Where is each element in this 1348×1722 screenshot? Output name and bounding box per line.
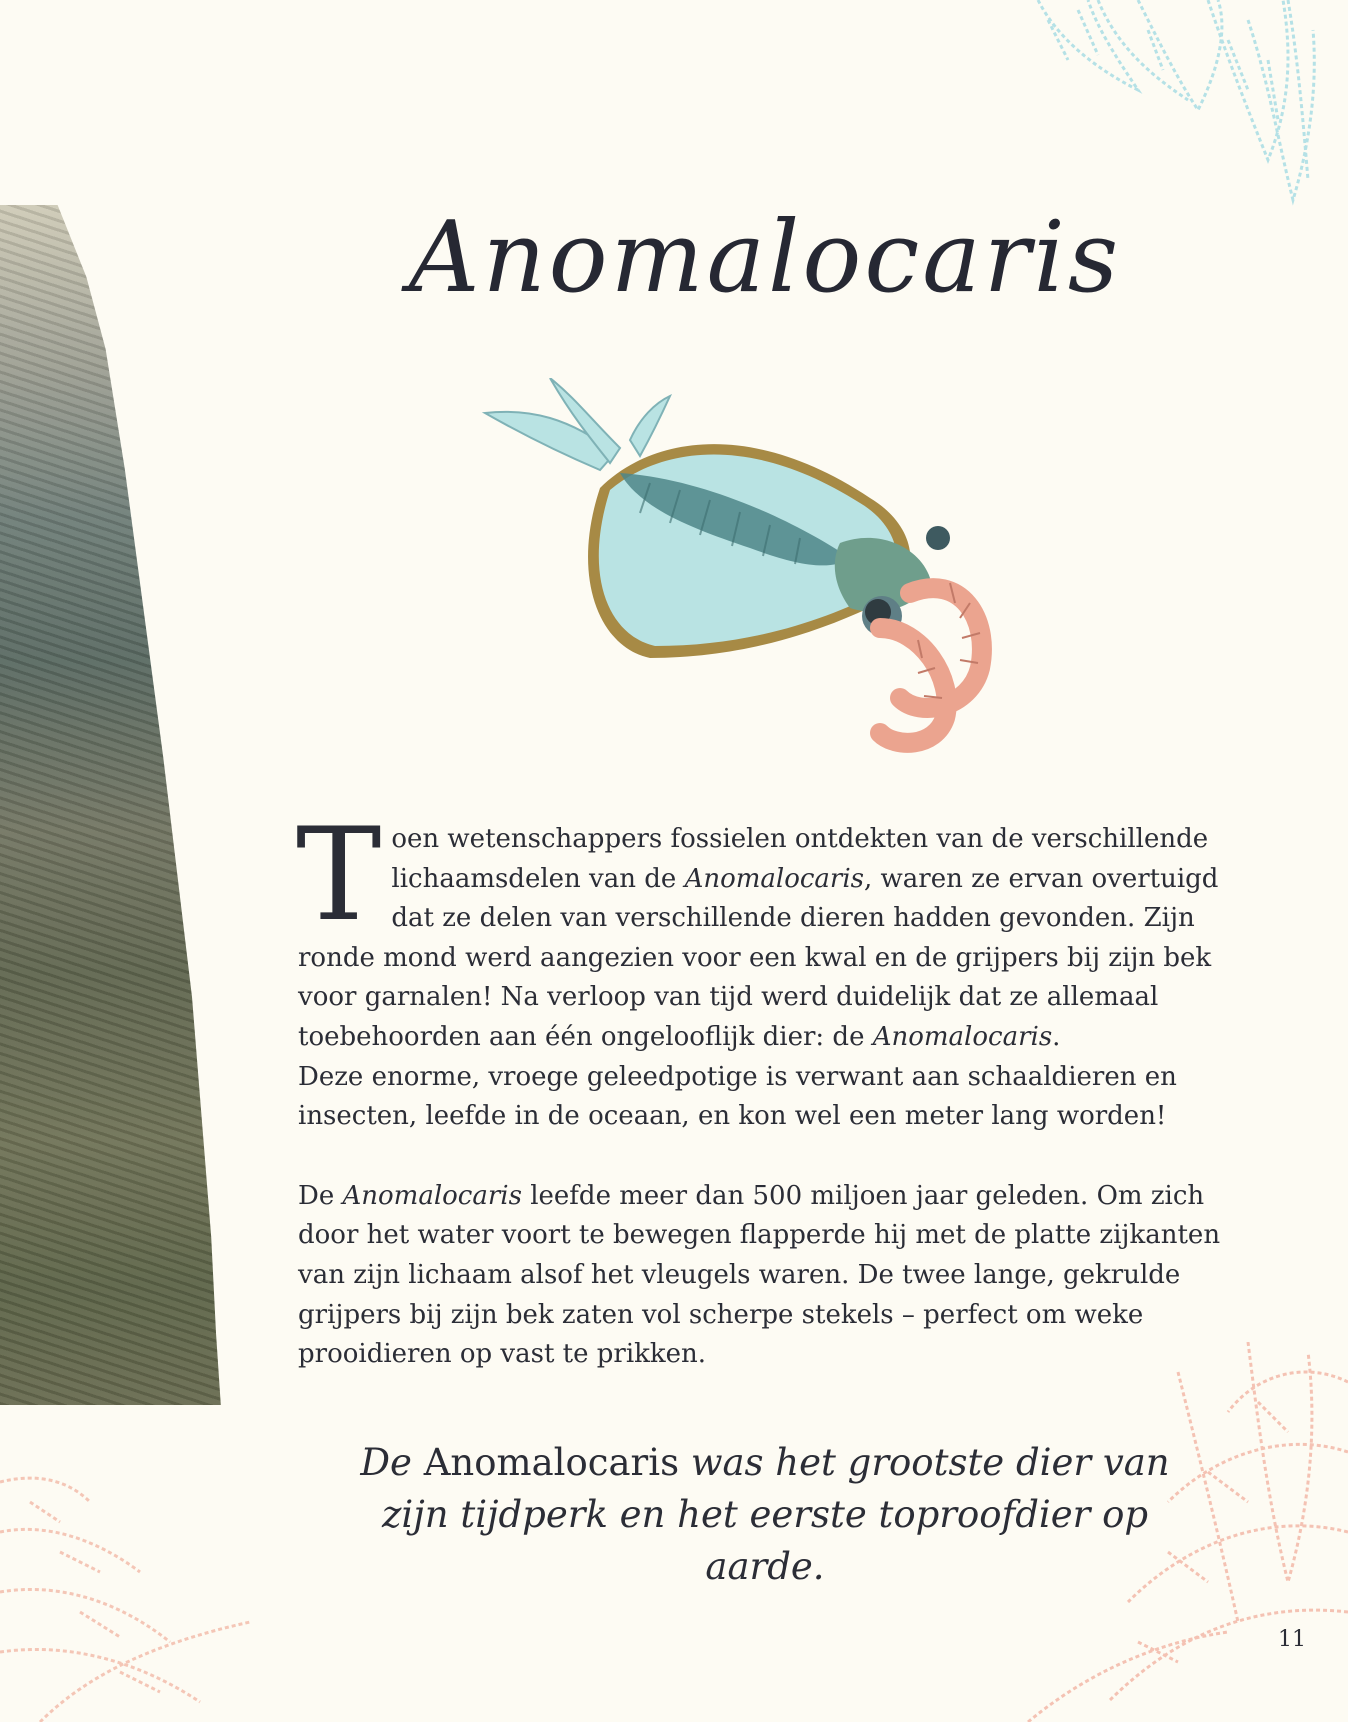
species-name: Anomalocaris [423,1441,680,1484]
page-title: Anomalocaris [408,201,1122,315]
quote-text: was het grootste dier van zijn tijdperk en het eerste toproofdier op aarde. [381,1441,1170,1588]
paragraph-1-text: oen wetenschappers fossielen ontdekten van de verschillende lichaamsdelen van de [391,824,1209,894]
article-body [296,801,1228,1375]
drop-cap: T [296,801,382,950]
page-number: 11 [1278,1627,1306,1652]
species-name: Anomalocaris [872,1021,1053,1052]
paragraph-1 [296,801,1228,1137]
paragraph-1-text: . [1052,1021,1061,1052]
paragraph-2 [298,1177,1228,1375]
rock-texture [0,205,240,1405]
pull-quote [360,1437,1170,1593]
leaf-decoration-bottom-left [0,1422,300,1722]
paragraph-1-text: , waren ze ervan overtuigd dat ze delen van verschillende dieren hadden gevonden. Zijn ronde mond werd aangezien voor een kwal en de grijpers bij zijn bek voor garnalen! Na verloop van tijd werd duidelijk dat ze allemaal toebehoorden aan één ongelooflijk dier: de [298,863,1219,1052]
paragraph-2-text: De [298,1180,343,1211]
paragraph-1-text: Deze enorme, vroege geleedpotige is verwant aan schaaldieren en insecten, leefde in de oceaan, en kon wel een meter lang worden! [298,1061,1177,1132]
species-name: Anomalocaris [342,1180,522,1211]
quote-text: De [360,1441,424,1484]
species-name: Anomalocaris [684,863,865,894]
anomalocaris-illustration [450,378,1050,798]
paragraph-2-text: leefde meer dan 500 miljoen jaar geleden. Om zich door het water voort te bewegen flapperde hij met de platte zijkanten van zijn lichaam alsof het vleugels waren. De twee lange, gekrulde grijpers bij zijn bek zaten vol scherpe stekels – perfect om weke prooidieren op vast te prikken. [298,1180,1221,1370]
